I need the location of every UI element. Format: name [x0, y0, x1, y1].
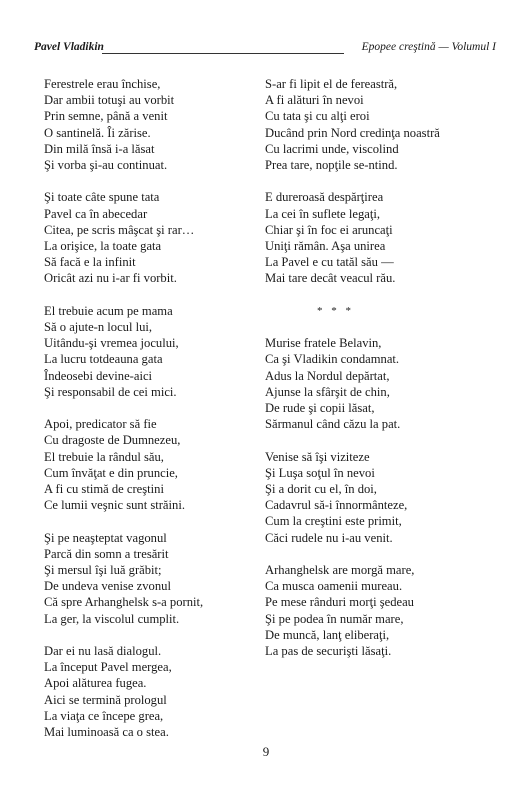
verse-line: El trebuie la rândul său, — [44, 449, 164, 464]
poem-column-left — [44, 76, 244, 756]
stanza — [265, 76, 505, 173]
verse-line: De rude şi copii lăsat, — [265, 401, 375, 416]
verse-line: Să o ajute-n locul lui, — [44, 320, 153, 335]
verse-line: Cum la creştini este primit, — [265, 514, 402, 529]
stanza — [44, 189, 244, 286]
stanza — [44, 643, 244, 740]
stanza — [44, 76, 244, 173]
verse-line: La ger, la viscolul cumplit. — [44, 611, 180, 626]
running-header — [34, 41, 496, 59]
page-number: 9 — [262, 744, 270, 759]
verse-line: Venise să îşi viziteze — [265, 449, 370, 464]
verse-line: Ducând prin Nord credinţa noastră — [265, 125, 440, 140]
verse-line: De undeva venise zvonul — [44, 579, 171, 594]
header-book-title: Epopee creştină — Volumul I — [361, 41, 496, 53]
verse-line: Ca şi Vladikin condamnat. — [265, 352, 400, 367]
verse-line: Ce lumii veşnic sunt străini. — [44, 498, 185, 513]
header-author: Pavel Vladikin — [34, 41, 104, 53]
verse-line: Parcă din somn a tresărit — [44, 546, 169, 561]
stanza — [44, 530, 244, 627]
stanza — [265, 303, 505, 319]
verse-line: Apoi, predicator să fie — [44, 417, 157, 432]
verse-line: Pavel ca în abecedar — [44, 206, 148, 221]
verse-line: Cadavrul să-i înnormânteze, — [265, 498, 408, 513]
verse-line: Arhanghelsk are morgă mare, — [265, 563, 415, 578]
verse-line: Şi mersul îşi luă grăbit; — [44, 563, 162, 578]
verse-line: Prin semne, până a venit — [44, 109, 168, 124]
verse-line: O santinelă. Îi zărise. — [44, 125, 151, 140]
stanza — [265, 335, 505, 432]
verse-line: Dar ambii totuşi au vorbit — [44, 93, 175, 108]
header-rule — [102, 53, 344, 54]
verse-line: La viaţa ce începe grea, — [44, 708, 164, 723]
verse-line: Dar ei nu lasă dialogul. — [44, 644, 162, 659]
verse-line: Şi Luşa soţul în nevoi — [265, 465, 375, 480]
verse-line: Apoi alăturea fugea. — [44, 676, 147, 691]
poem-column-right — [265, 76, 505, 675]
verse-line: Murise fratele Belavin, — [265, 336, 382, 351]
verse-line: Îndeosebi devine-aici — [44, 368, 153, 383]
verse-line: E dureroasă despărţirea — [265, 190, 384, 205]
verse-line: Ajunse la sfârşit de chin, — [265, 384, 390, 399]
verse-line: Uniţi rămân. Aşa unirea — [265, 239, 386, 254]
verse-line: Şi vorba şi-au continuat. — [44, 158, 168, 173]
verse-line: Uitându-şi vremea jocului, — [44, 336, 179, 351]
verse-line: Pe mese rânduri morţi şedeau — [265, 595, 414, 610]
verse-line: Ferestrele erau închise, — [44, 77, 161, 91]
verse-line: Din milă însă i-a lăsat — [44, 141, 155, 156]
verse-line: Că spre Arhanghelsk s-a pornit, — [44, 595, 204, 610]
verse-line: A fi alături în nevoi — [265, 93, 364, 108]
verse-line: Adus la Nordul depărtat, — [265, 368, 390, 383]
verse-line: El trebuie acum pe mama — [44, 303, 173, 318]
verse-line: Să facă e la infinit — [44, 255, 136, 270]
verse-line: La pas de securişti lăsaţi. — [265, 644, 392, 659]
verse-line: Citea, pe scris mâşcat şi rar… — [44, 222, 195, 237]
verse-line: Cu lacrimi unde, viscolind — [265, 141, 399, 156]
verse-line: Căci rudele nu i-au venit. — [265, 530, 393, 545]
verse-line: Şi a dorit cu el, în doi, — [265, 482, 377, 497]
verse-line: Aici se termină prologul — [44, 692, 167, 707]
verse-line: Cum învăţat e din pruncie, — [44, 465, 178, 480]
verse-line: Prea tare, nopţile se-ntind. — [265, 158, 398, 173]
verse-line: Şi pe podea în număr mare, — [265, 611, 404, 626]
verse-line: Mai tare decât veacul rău. — [265, 271, 396, 286]
verse-line: A fi cu stimă de creştini — [44, 482, 164, 497]
stanza — [44, 416, 244, 513]
verse-line: Mai luminoasă ca o stea. — [44, 725, 169, 740]
verse-line: La început Pavel mergea, — [44, 660, 172, 675]
stanza — [44, 303, 244, 400]
verse-line: La Pavel e cu tatăl său — — [265, 255, 394, 270]
verse-line: Şi toate câte spune tata — [44, 190, 160, 205]
verse-line: Şi pe neaşteptat vagonul — [44, 530, 167, 545]
section-separator: * * * — [317, 304, 354, 317]
verse-line: Cu dragoste de Dumnezeu, — [44, 433, 181, 448]
verse-line: Sărmanul când căzu la pat. — [265, 417, 401, 432]
verse-line: La cei în suflete legaţi, — [265, 206, 381, 221]
stanza — [265, 562, 505, 659]
verse-line: Şi responsabil de cei mici. — [44, 384, 177, 399]
verse-line: La lucru totdeauna gata — [44, 352, 163, 367]
stanza — [265, 189, 505, 286]
verse-line: De muncă, lanţ eliberaţi, — [265, 627, 390, 642]
verse-line: La orişice, la toate gata — [44, 239, 162, 254]
stanza — [265, 449, 505, 546]
verse-line: Chiar şi în foc ei aruncaţi — [265, 222, 393, 237]
verse-line: Oricât azi nu i-ar fi vorbit. — [44, 271, 177, 286]
verse-line: Ca musca oamenii mureau. — [265, 579, 403, 594]
verse-line: S-ar fi lipit el de fereastră, — [265, 77, 398, 91]
verse-line: Cu tata şi cu alţi eroi — [265, 109, 370, 124]
